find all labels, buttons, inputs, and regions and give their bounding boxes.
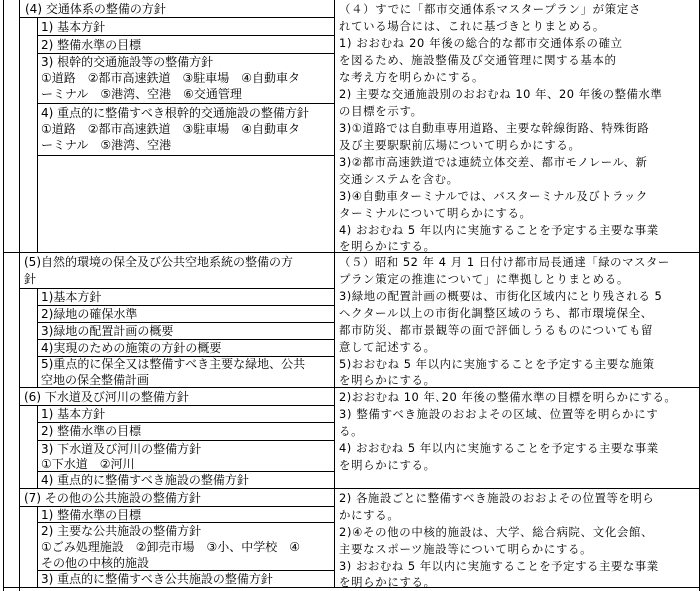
section5-item4: 4)実現のための施策の方針の概要 <box>41 341 222 355</box>
section4-item3-line2: ーミナル ⑤港湾、空港 ⑥交通管理 <box>41 87 242 101</box>
section4-right-line: れている場合には、これに基づきとりまとめる。 <box>339 19 605 33</box>
section4-item1: 1) 基本方針 <box>41 20 106 34</box>
section6-right-line: 4) おおむね 5 年以内に実施することを予定する主要な事業 <box>339 441 659 455</box>
section6-item4: 4) 重点的に整備すべき施設の整備方針 <box>41 473 249 487</box>
section5-right-line: ヘクタール以上の市街化調整区域のうち、都市環境保全、 <box>339 306 653 320</box>
section5-item5-line1: 5)重点的に保全又は整備すべき主要な緑地、公共 <box>41 357 306 371</box>
section5-item1: 1)基本方針 <box>41 290 102 304</box>
section7-right-line: 主要なスポーツ施設等について明らかにする。 <box>339 542 593 556</box>
section7-right-line: かにする。 <box>339 508 400 522</box>
section4-right-line: （４）すでに「都市交通体系マスタープラン」が策定さ <box>339 2 642 16</box>
section7-right-line: 2) 各施設ごとに整備すべき施設のおおよその位置等を明ら <box>339 491 655 505</box>
section5-heading-line1: (5)自然的環境の保全及び公共空地系統の整備の方 <box>24 255 293 269</box>
section6-right-line: る。 <box>339 424 364 438</box>
section7-right-line: を明らかにする。 <box>339 575 436 589</box>
section7-item2-line1: ①ごみ処理施設 ②卸売市場 ③小、中学校 ④ <box>41 540 301 554</box>
section4-right-line: 3)①道路では自動車専用道路、主要な幹線街路、特殊街路 <box>339 121 650 135</box>
section4-item3: 3) 根幹的交通施設等の整備方針 <box>41 55 214 69</box>
section6-heading: (6) 下水道及び河川の整備方針 <box>24 390 189 404</box>
section4-item4-line2: ーミナル ⑤港湾、空港 <box>41 138 172 152</box>
section5-right-line: 5)おおむね 5 年以内に実施することを予定する主要な施策 <box>339 357 655 371</box>
section7-item2: 2) 主要な公共施設の整備方針 <box>41 524 202 538</box>
section4-right-line: 交通システムを含む。 <box>339 172 459 186</box>
section4-right-line: 2) 主要な交通施設別のおおむね 10 年、20 年後の整備水準 <box>339 87 663 101</box>
section4-right-line: ターミナルについて明らかにする。 <box>339 206 532 220</box>
section7-right-line: 3) おおむね 5 年以内に実施することを予定する主要な事業 <box>339 559 659 573</box>
section6-item2: 2) 整備水準の目標 <box>41 424 142 438</box>
section6-item3: 3) 下水道及び河川の整備方針 <box>41 442 202 456</box>
section4-right-line: の目標を示す。 <box>339 104 423 118</box>
section4-heading: (4) 交通体系の整備の方針 <box>25 2 166 16</box>
section5-item3: 3)緑地の配置計画の概要 <box>41 324 174 338</box>
section5-right-line: 都市防災、都市景観等の面で評価しうるものについても留 <box>339 323 654 337</box>
section4-right-line: 3)④自動車ターミナルでは、バスターミナル及びトラック <box>339 189 648 203</box>
section7-item2-line2: その他の中核的施設 <box>41 556 150 570</box>
section7-item1: 1) 整備水準の目標 <box>41 508 142 522</box>
section5-heading-line2: 針 <box>24 272 37 286</box>
section5-right-line: 意して記述する。 <box>339 340 436 354</box>
section4-right-line: を図るため、施設整備及び交通管理に関する基本的 <box>339 53 617 67</box>
section4-right-line: 4) おおむね 5 年以内に実施することを予定する主要な事業 <box>339 223 659 237</box>
section7-heading: (7) その他の公共施設の整備方針 <box>24 491 201 505</box>
section4-right-line: を明らかにする。 <box>339 239 436 253</box>
section5-right-line: 3)緑地の配置計画の概要は、市街化区域内にとり残される 5 <box>339 289 663 303</box>
section4-right-line: 1) おおむね 20 年後の総合的な都市交通体系の確立 <box>339 36 623 50</box>
section7-item3: 3) 重点的に整備すべき公共施設の整備方針 <box>41 572 273 586</box>
section4-item3-line1: ①道路 ②都市高速鉄道 ③駐車場 ④自動車タ <box>41 71 301 85</box>
section4-item4-line1: ①道路 ②都市高速鉄道 ③駐車場 ④自動車タ <box>41 122 301 136</box>
section5-right-line: を明らかにする。 <box>339 373 436 387</box>
section5-right-line: プラン策定の推進について」に準拠しとりまとめる。 <box>339 272 629 286</box>
section4-right-line: 及び主要駅駅前広場について明らかにする。 <box>339 138 581 152</box>
section5-item5-line2: 空地の保全整備計画 <box>41 373 150 387</box>
section4-right-line: な考え方を明らかにする。 <box>339 70 485 84</box>
section4-item2: 2) 整備水準の目標 <box>41 38 142 52</box>
section5-right-line: （５）昭和 52 年 4 月 1 日付け都市局長通達「緑のマスター <box>339 255 670 269</box>
section6-right-line: 2)おおむね 10 年､20 年後の整備水準の目標を明らかにする。 <box>339 390 677 404</box>
section6-item1: 1) 基本方針 <box>41 407 106 421</box>
section4-right-line: 3)②都市高速鉄道では連続立体交差、都市モノレール、新 <box>339 155 648 169</box>
section5-item2: 2)緑地の確保水準 <box>41 307 138 321</box>
section4-item4: 4) 重点的に整備すべき根幹的交通施設の整備方針 <box>41 106 309 120</box>
section6-right-line: を明らかにする。 <box>339 458 436 472</box>
section7-right-line: 2)④その他の中核的施設は、大学、総合病院、文化会館、 <box>339 525 654 539</box>
section6-right-line: 3) 整備すべき施設のおおよその区域、位置等を明らかにす <box>339 407 659 421</box>
section6-item3-line1: ①下水道 ②河川 <box>41 457 135 471</box>
